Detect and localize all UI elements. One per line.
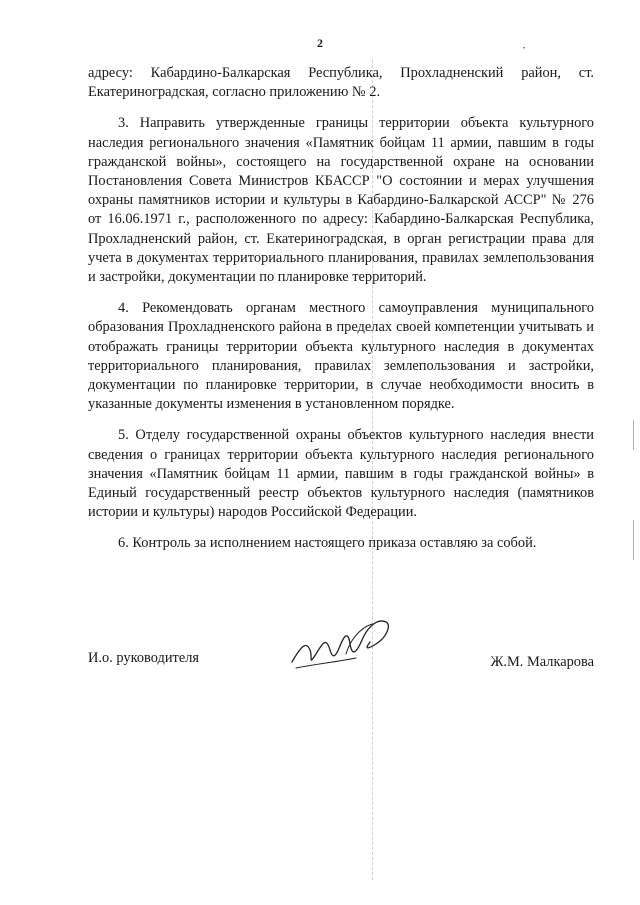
- scan-edge-mark: [633, 520, 634, 560]
- signature-block: [88, 644, 594, 704]
- paragraph-item-4: 4. Рекомендовать органам местного самоуправления муниципального образования Прохладненского района в пределах своей компетенции учитывать и отображать границы территории объекта культурного наследия в документах территориального планирования, правилах землепользования и застройки, документации по планировке территории, в случае необходимости вносить в указанные документы изменения в установленном порядке.: [88, 300, 594, 413]
- handwritten-signature: [286, 610, 406, 680]
- document-body: [88, 64, 594, 566]
- page-number: 2: [317, 36, 323, 50]
- paragraph-continuation: адресу: Кабардино-Балкарская Республика, Прохладненский район, ст. Екатериноградская, согласно приложению № 2.: [88, 65, 594, 101]
- paragraph-item-6: 6. Контроль за исполнением настоящего приказа оставляю за собой.: [118, 535, 537, 552]
- scan-edge-mark: [633, 420, 634, 450]
- signatory-name: Ж.М. Малкарова: [490, 654, 594, 670]
- paragraph-item-3: 3. Направить утвержденные границы территории объекта культурного наследия регионального значения «Памятник бойцам 11 армии, павшим в годы гражданской войны», состоящего на государственной охране на основании Постановления Совета Министров КБАССР "О состоянии и мерах улучшения охраны памятников истории и культуры в Кабардино-Балкарской АССР" № 276 от 16.06.1971 г., расположенного по адресу: Кабардино-Балкарская Республика, Прохладненский район, ст. Екатериноградская, в орган регистрации права для учета в документах территориального планирования, правилах землепользования и застройки, документации по планировке территорий.: [88, 115, 594, 286]
- scan-mark: ·: [522, 40, 527, 55]
- signatory-title: И.о. руководителя: [88, 650, 200, 666]
- paragraph-item-5: 5. Отделу государственной охраны объектов культурного наследия внести сведения о границах территории объекта культурного наследия регионального значения «Памятник бойцам 11 армии, павшим в годы гражданской войны» в Единый государственный реестр объектов культурного наследия (памятников истории и культуры) народов Российской Федерации.: [88, 427, 594, 521]
